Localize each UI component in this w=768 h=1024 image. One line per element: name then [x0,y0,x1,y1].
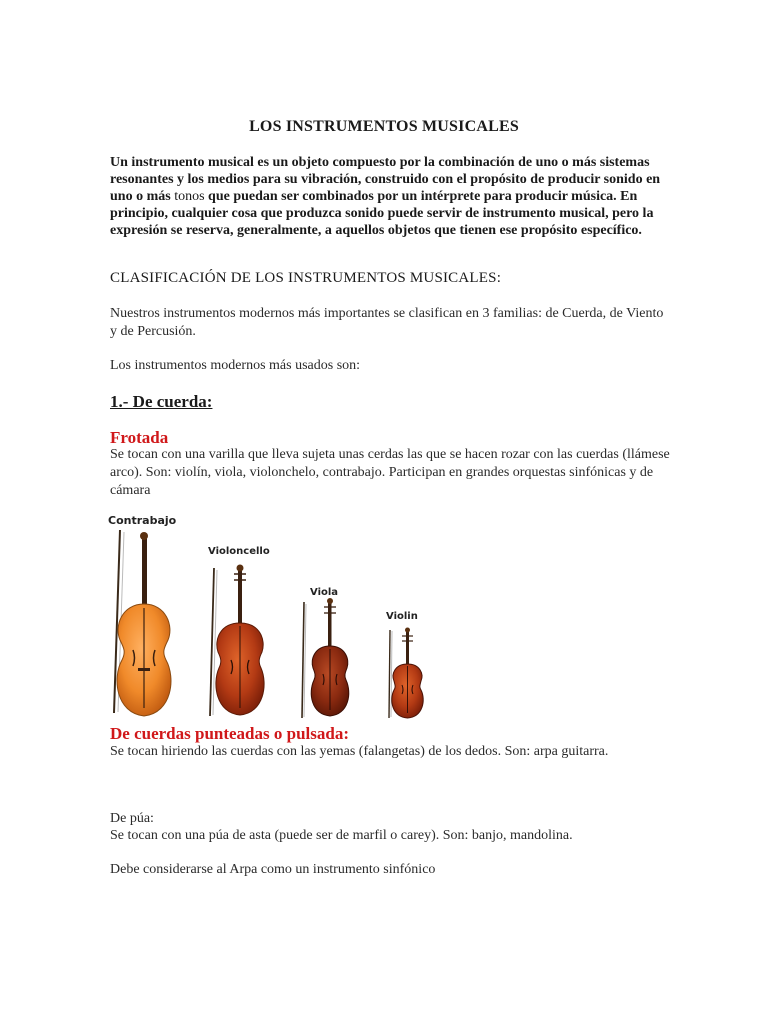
punteadas-heading: De cuerdas punteadas o pulsada: [110,724,349,743]
violoncello-image [210,565,264,717]
label-viola: Viola [310,587,339,598]
pua-paragraph: Se tocan con una púa de asta (puede ser de marfil o carey). Son: banjo, mandolina. [110,828,573,843]
bowed-instruments-figure [104,508,434,723]
punteadas-paragraph: Se tocan hiriendo las cuerdas con las yemas (falangetas) de los dedos. Son: arpa guitarra. [110,744,609,759]
pua-heading: De púa: [110,811,154,826]
label-contrabajo: Contrabajo [108,514,177,527]
label-violin: Violin [386,611,418,622]
classification-heading: CLASIFICACIÓN DE LOS INSTRUMENTOS MUSICALES: [110,270,502,286]
contrabajo-image [114,530,171,716]
violin-image [389,628,423,719]
families-paragraph: Nuestros instrumentos modernos más importantes se clasifican en 3 familias: de Cuerda, de Viento y de Percusión. [110,306,664,339]
section-cuerda-title: 1.- De cuerda: [110,392,213,411]
viola-image [302,598,349,718]
intro-paragraph [110,154,670,239]
most-used-paragraph: Los instrumentos modernos más usados son: [110,358,361,373]
intro-text-part1: Un instrumento musical es un objeto compuesto por la combinación de uno o más sistemas resonantes y los medios para su vibración, construido con el propósito de producir sonido en uno o más [110,155,661,204]
page-title: LOS INSTRUMENTOS MUSICALES [249,118,519,135]
frotada-heading: Frotada [110,428,169,447]
label-violoncello: Violoncello [208,546,270,557]
intro-text-part2: que puedan ser combinados por un intérprete para producir música. En principio, cualquier cosa que produzca sonido puede servir de instrumento musical, pero la expresión se reserva, generalmente, a aquellos objetos que tienen ese propósito específico. [110,189,654,238]
intro-tonos-link[interactable]: tonos [174,189,205,204]
arpa-paragraph: Debe considerarse al Arpa como un instrumento sinfónico [110,862,436,877]
frotada-paragraph: Se tocan con una varilla que lleva sujeta unas cerdas las que se hacen rozar con las cuerdas (llámese arco). Son: violín, viola, violonchelo, contrabajo. Participan en grandes orquestas sinfónicas y de cámara [110,447,670,498]
